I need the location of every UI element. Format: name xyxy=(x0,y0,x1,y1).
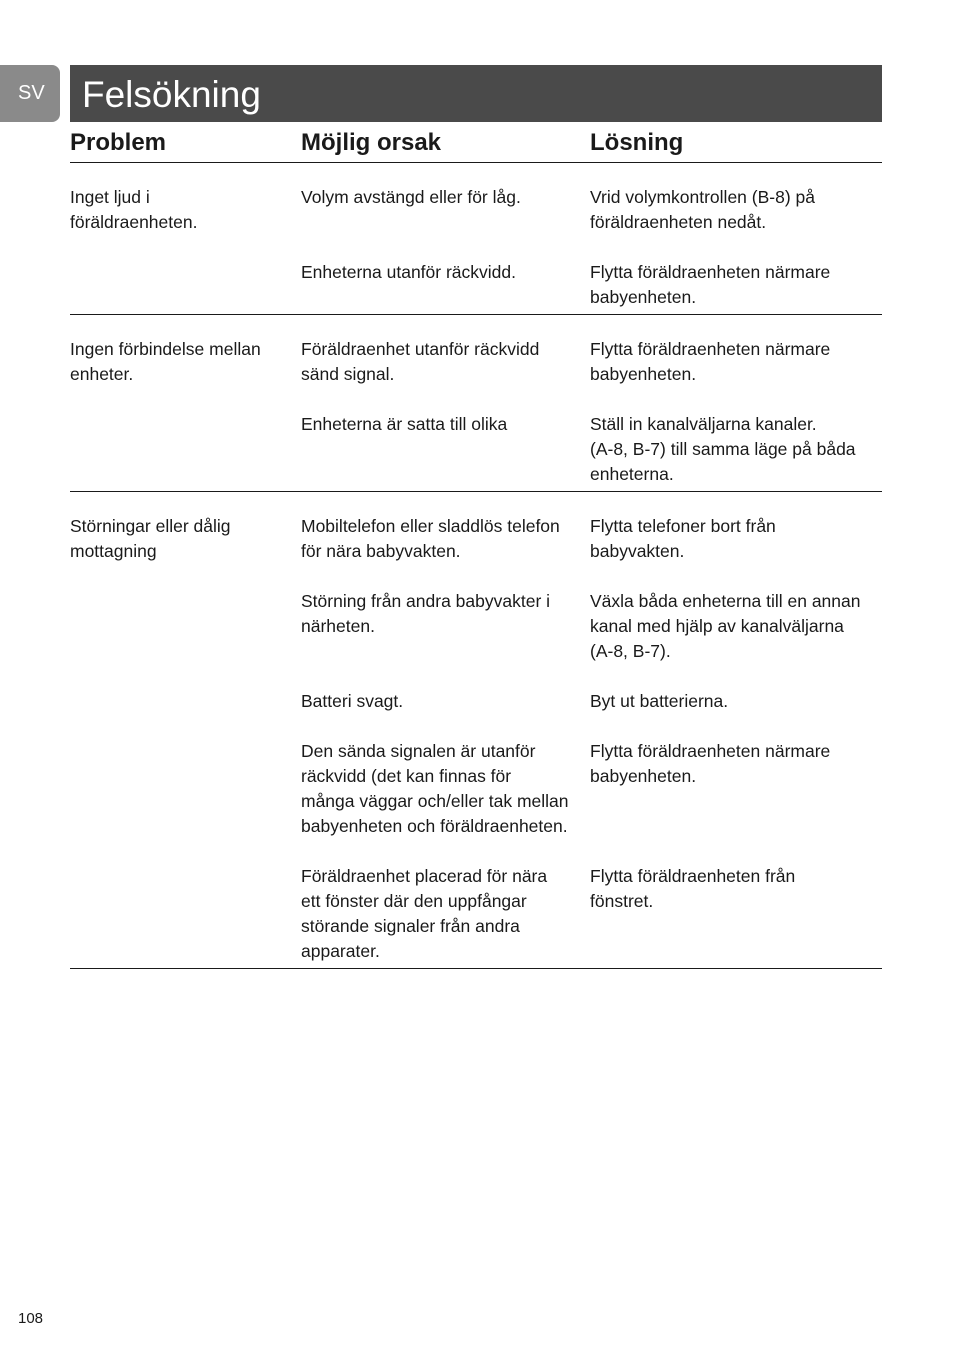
solution-text: enheterna. xyxy=(590,464,674,484)
problem-text: föräldraenheten. xyxy=(70,212,198,232)
solution-cell xyxy=(590,185,882,235)
cause-text: ett fönster där den uppfångar xyxy=(301,891,527,911)
solution-text: Växla båda enheterna till en annan xyxy=(590,591,861,611)
problem-text: Inget ljud i xyxy=(70,187,150,207)
cause-text: Batteri svagt. xyxy=(301,691,404,711)
solution-text: babyenheten. xyxy=(590,287,697,307)
solution-text: Flytta föräldraenheten närmare xyxy=(590,262,831,282)
solution-text: babyenheten. xyxy=(590,364,697,384)
language-tab: SV xyxy=(0,65,60,122)
cause-solution-row xyxy=(301,412,882,487)
cause-text: apparater. xyxy=(301,941,380,961)
cause-cell xyxy=(301,739,590,839)
header-problem: Problem xyxy=(70,129,167,156)
cause-cell xyxy=(301,337,590,387)
cause-text: babyenheten och föräldraenheten. xyxy=(301,816,568,836)
page-number: 108 xyxy=(18,1310,44,1327)
solution-cell xyxy=(590,337,882,387)
problem-cell xyxy=(70,337,301,487)
cause-solution-row xyxy=(301,739,882,839)
problem-group xyxy=(70,492,882,969)
solution-cell xyxy=(590,864,882,964)
cause-solution-row xyxy=(301,185,882,235)
cause-text: sänd signal. xyxy=(301,364,395,384)
cause-solution-row xyxy=(301,514,882,564)
cause-text: Mobiltelefon eller sladdlös telefon xyxy=(301,516,560,536)
cause-text: Föräldraenhet placerad för nära xyxy=(301,866,548,886)
solution-text: Byt ut batterierna. xyxy=(590,691,729,711)
solution-text: Ställ in kanalväljarna kanaler. xyxy=(590,414,817,434)
cause-text: räckvidd (det kan finnas för xyxy=(301,766,512,786)
cause-text: för nära babyvakten. xyxy=(301,541,461,561)
table-header xyxy=(70,122,882,163)
solution-text: Flytta telefoner bort från xyxy=(590,516,776,536)
cause-cell xyxy=(301,689,590,714)
cause-text: Den sända signalen är utanför xyxy=(301,741,536,761)
cause-cell xyxy=(301,514,590,564)
cause-cell xyxy=(301,412,590,487)
troubleshooting-table xyxy=(70,122,882,969)
cause-text: Föräldraenhet utanför räckvidd xyxy=(301,339,540,359)
cause-cell xyxy=(301,260,590,310)
cause-solution-row xyxy=(301,864,882,964)
header-solution: Lösning xyxy=(590,129,684,156)
cause-solution-row xyxy=(301,260,882,310)
cause-text: Volym avstängd eller för låg. xyxy=(301,187,521,207)
problem-text: Störningar eller dålig xyxy=(70,516,231,536)
problem-group xyxy=(70,315,882,492)
cause-text: närheten. xyxy=(301,616,375,636)
cause-cell xyxy=(301,864,590,964)
problem-group xyxy=(70,163,882,315)
solution-text: babyenheten. xyxy=(590,766,697,786)
solution-cell xyxy=(590,689,882,714)
solution-text: (A-8, B-7) till samma läge på båda xyxy=(590,439,856,459)
solution-text: (A-8, B-7). xyxy=(590,641,671,661)
problem-text: Ingen förbindelse mellan xyxy=(70,339,261,359)
cause-solution-row xyxy=(301,589,882,664)
cause-cell xyxy=(301,589,590,664)
header-cause: Möjlig orsak xyxy=(301,129,442,156)
page-title: Felsökning xyxy=(70,65,882,122)
problem-cell xyxy=(70,185,301,310)
solution-cell xyxy=(590,260,882,310)
cause-text: många väggar och/eller tak mellan xyxy=(301,791,569,811)
problem-text: mottagning xyxy=(70,541,157,561)
cause-text: Störning från andra babyvakter i xyxy=(301,591,551,611)
solution-cell xyxy=(590,739,882,839)
solution-text: fönstret. xyxy=(590,891,654,911)
solution-text: Flytta föräldraenheten närmare xyxy=(590,741,831,761)
solution-cell xyxy=(590,514,882,564)
cause-text: störande signaler från andra xyxy=(301,916,520,936)
cause-cell xyxy=(301,185,590,235)
solution-text: föräldraenheten nedåt. xyxy=(590,212,767,232)
solution-text: Flytta föräldraenheten från xyxy=(590,866,796,886)
cause-text: Enheterna utanför räckvidd. xyxy=(301,262,516,282)
solution-text: Vrid volymkontrollen (B-8) på xyxy=(590,187,815,207)
solution-cell xyxy=(590,589,882,664)
cause-text: Enheterna är satta till olika xyxy=(301,414,508,434)
problem-cell xyxy=(70,514,301,964)
solution-cell xyxy=(590,412,882,487)
solution-text: babyvakten. xyxy=(590,541,685,561)
cause-solution-row xyxy=(301,689,882,714)
cause-solution-row xyxy=(301,337,882,387)
solution-text: kanal med hjälp av kanalväljarna xyxy=(590,616,844,636)
problem-text: enheter. xyxy=(70,364,134,384)
solution-text: Flytta föräldraenheten närmare xyxy=(590,339,831,359)
